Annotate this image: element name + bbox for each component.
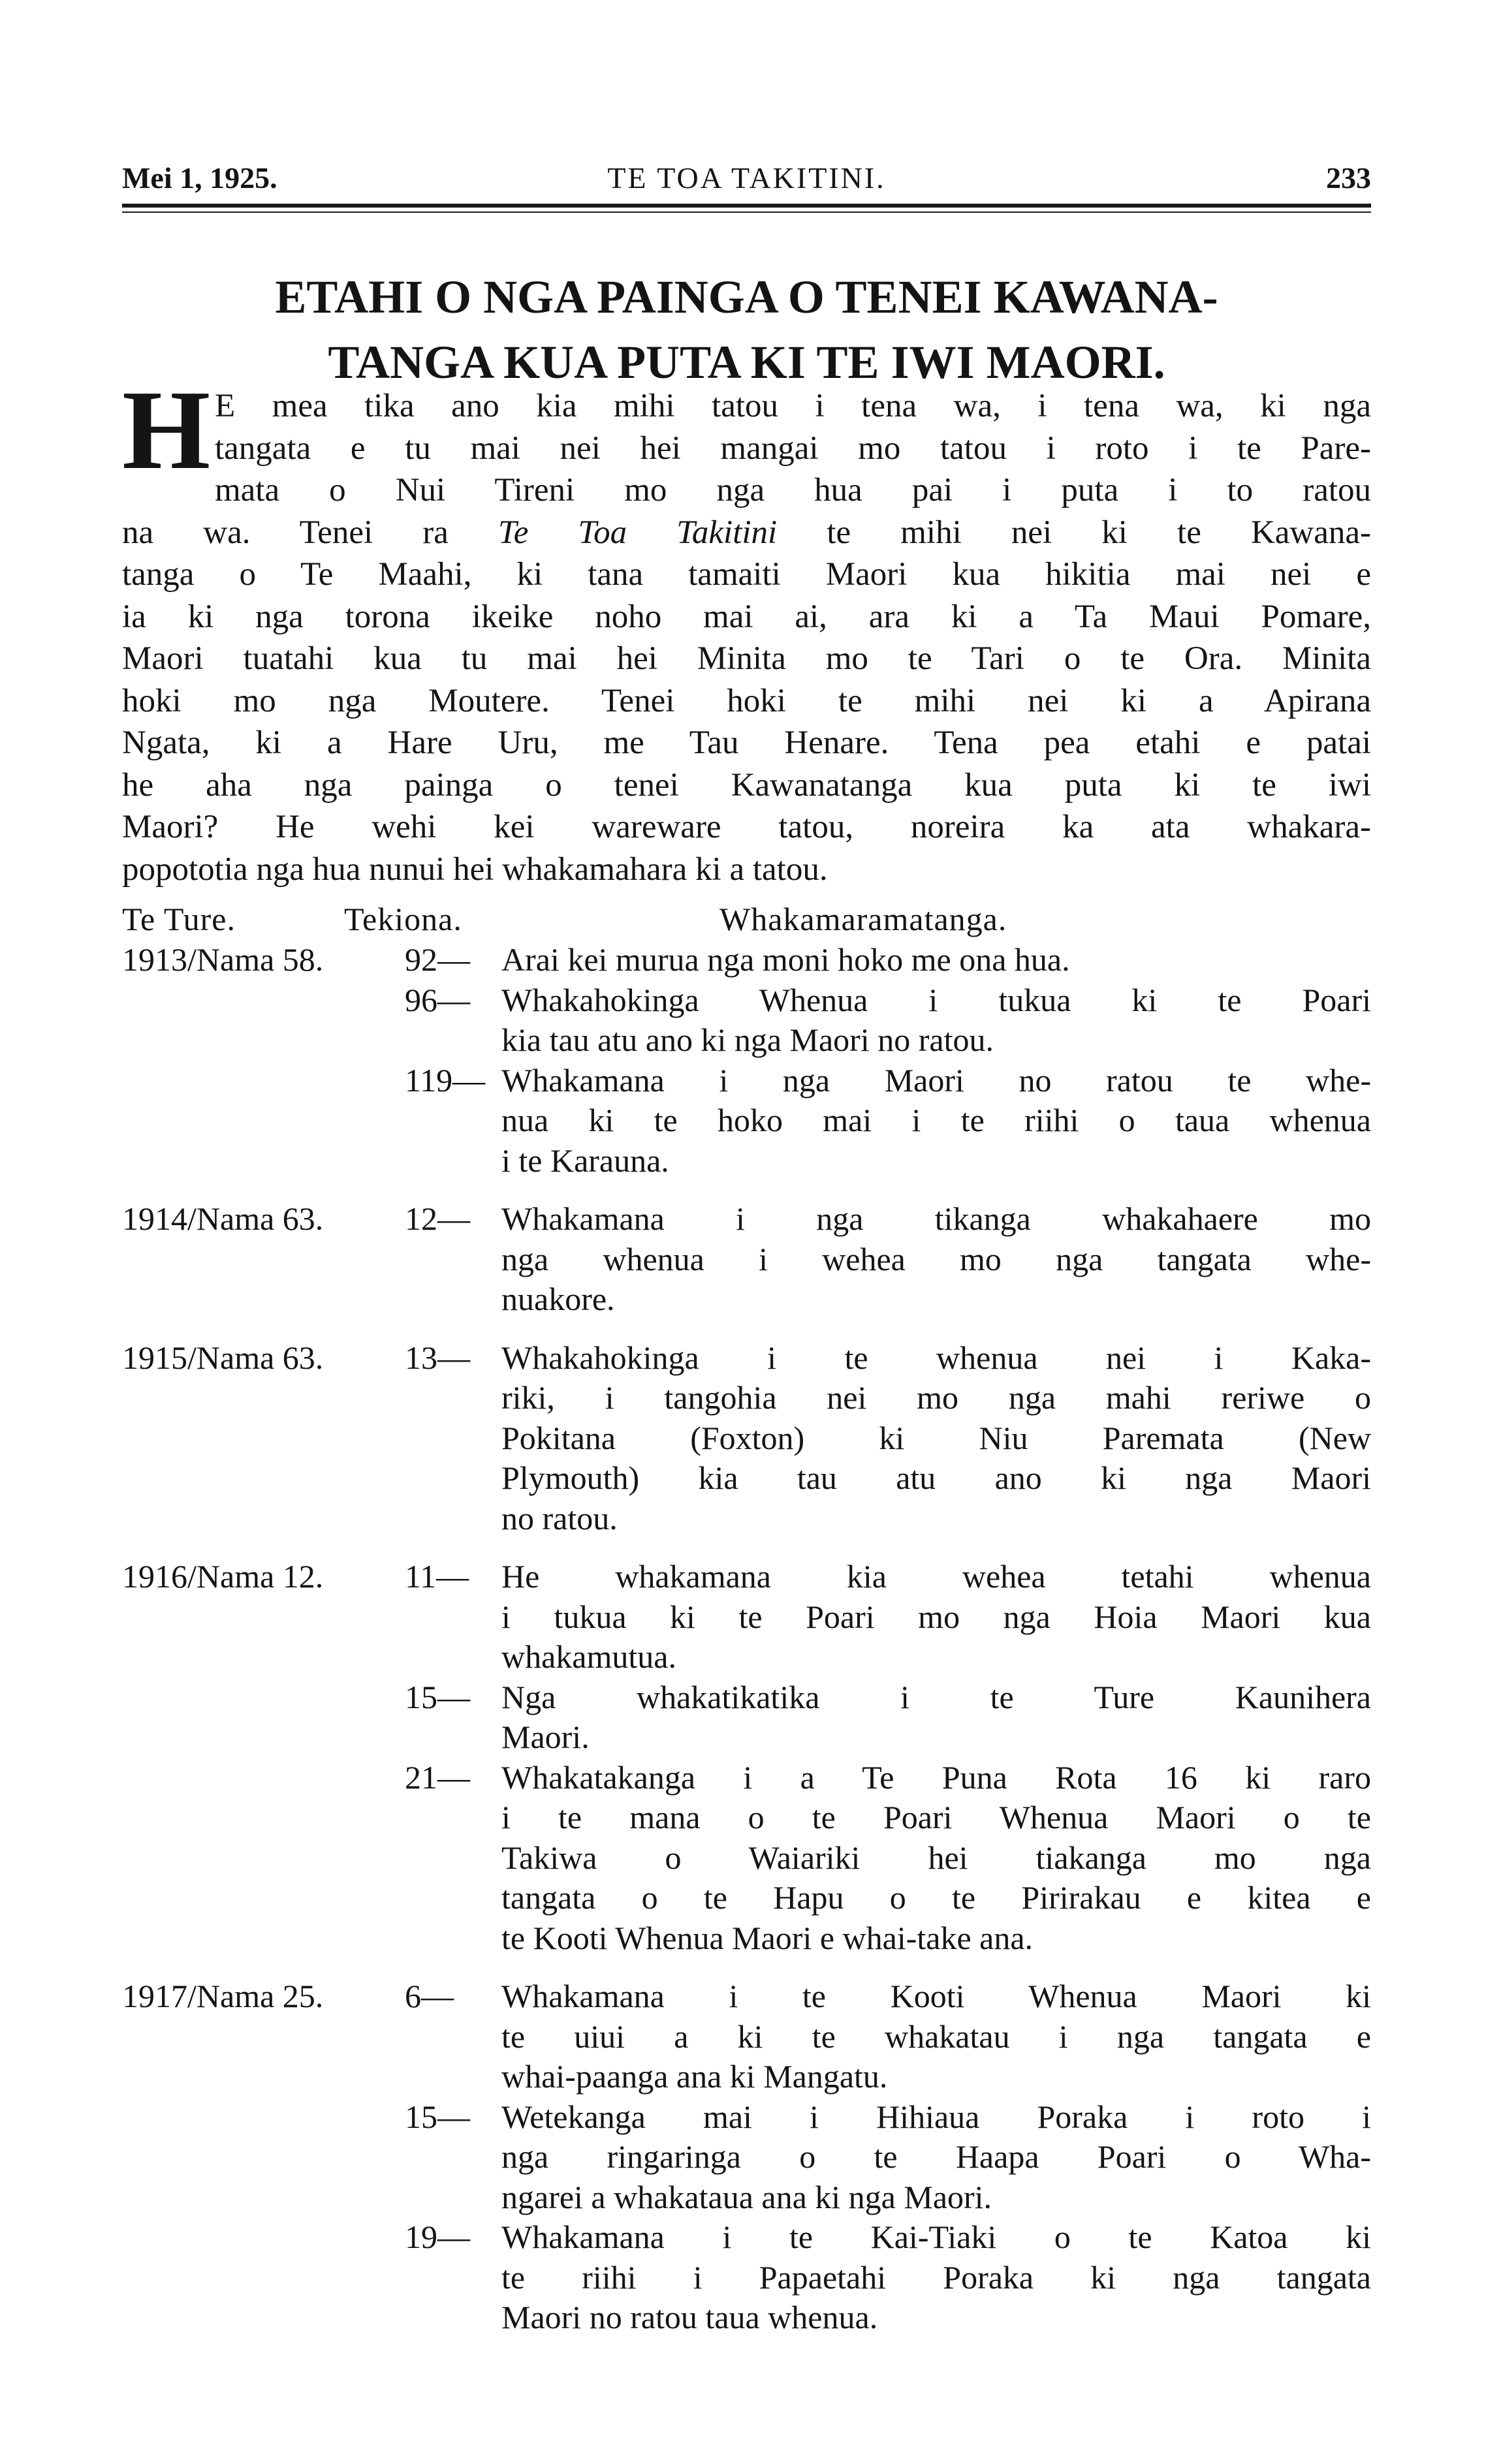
section-text-line xyxy=(501,1418,1371,1459)
section-text-line xyxy=(501,1878,1371,1918)
section-text-line xyxy=(501,2177,1371,2218)
section-number: 92— xyxy=(405,941,470,978)
article-title-line-2: TANGA KUA PUTA KI TE IWI MAORI. xyxy=(328,336,1165,388)
section-item xyxy=(405,1557,1371,1677)
section-text: Takiwa o Waiariki hei tiakanga mo nga xyxy=(501,1839,1371,1876)
section-text: nga whenua i wehea mo nga tangata whe- xyxy=(501,1240,1371,1277)
table-row xyxy=(122,1557,1371,1958)
section-text: whakamutua. xyxy=(501,1638,676,1675)
section-text-line xyxy=(501,1597,1371,1638)
section-text: Maori no ratou taua whenua. xyxy=(501,2299,878,2335)
section-item xyxy=(405,980,1371,1061)
section-text: whai-paanga ana ki Mangatu. xyxy=(501,2058,888,2095)
section-number: 6— xyxy=(405,1978,454,2014)
section-text: Pokitana (Foxton) ki Niu Paremata (New xyxy=(501,1419,1371,1456)
intro-line: tangata e tu mai nei hei mangai mo tatou i roto i te Pare- xyxy=(215,429,1371,467)
section-text-line xyxy=(501,2057,1371,2097)
article-title xyxy=(122,264,1371,395)
table-row xyxy=(122,1199,1371,1320)
sections xyxy=(405,1557,1371,1958)
section-text-line xyxy=(501,1141,1371,1181)
section-text: Whakamana i nga tikanga whakahaere mo xyxy=(501,1200,1371,1237)
intro-text: na wa. Tenei ra xyxy=(122,514,499,551)
intro-line: hoki mo nga Moutere. Tenei hoki te mihi nei ki a Apirana xyxy=(122,682,1371,719)
section-text: kia tau atu ano ki nga Maori no ratou. xyxy=(501,1021,994,1058)
section-number: 21— xyxy=(405,1758,470,1796)
section-text-line xyxy=(405,1199,1371,1240)
section-text: Whakahokinga Whenua i tukua ki te Poari xyxy=(501,981,1371,1018)
section-number: 119— xyxy=(405,1061,486,1099)
section-text: Plymouth) kia tau atu ano ki nga Maori xyxy=(501,1459,1371,1496)
section-text-line xyxy=(405,1061,1371,1101)
section-text: He whakamana kia wehea tetahi whenua xyxy=(501,1558,1371,1595)
section-text: i te mana o te Poari Whenua Maori o te xyxy=(501,1799,1371,1835)
section-number: 12— xyxy=(405,1200,470,1237)
row-spacer xyxy=(122,1181,1371,1199)
page-number: 233 xyxy=(1326,161,1371,195)
section-text: Whakamana i te Kooti Whenua Maori ki xyxy=(501,1978,1371,2014)
intro-journal-name: Te Toa Takitini xyxy=(498,514,778,551)
section-item xyxy=(405,1758,1371,1959)
section-item xyxy=(405,1976,1371,2097)
section-item xyxy=(405,2217,1371,2338)
row-spacer xyxy=(122,1320,1371,1338)
section-text-line xyxy=(501,1637,1371,1677)
section-number: 96— xyxy=(405,981,470,1018)
intro-line: Maori tuatahi kua tu mai hei Minita mo te Tari o te Ora. Minita xyxy=(122,640,1371,677)
intro-line: E mea tika ano kia mihi tatou i tena wa, i tena wa, ki nga xyxy=(215,388,1371,424)
row-spacer xyxy=(122,1538,1371,1557)
section-text-line xyxy=(501,2137,1371,2177)
section-text: nuakore. xyxy=(501,1281,615,1317)
section-text-line xyxy=(501,2258,1371,2298)
section-text-line xyxy=(405,1758,1371,1798)
section-text: te riihi i Papaetahi Poraka ki nga tangata xyxy=(501,2258,1371,2296)
section-text-line xyxy=(501,1717,1371,1758)
section-number: 11— xyxy=(405,1558,469,1595)
section-text: te Kooti Whenua Maori e whai-take ana. xyxy=(501,1919,1034,1956)
section-text: Maori. xyxy=(501,1719,590,1755)
section-text: Whakahokinga i te whenua nei i Kaka- xyxy=(501,1339,1371,1376)
section-text-line xyxy=(501,1020,1371,1061)
table-row xyxy=(122,940,1371,1181)
section-text-line xyxy=(501,1458,1371,1499)
section-text-line xyxy=(405,980,1371,1021)
section-text-line xyxy=(405,2217,1371,2258)
intro-text: te mihi nei ki te Kawana- xyxy=(777,514,1372,551)
section-text: te uiui a ki te whakatau i nga tangata e xyxy=(501,2018,1371,2055)
issue-date: Mei 1, 1925. xyxy=(122,161,277,195)
table-row xyxy=(122,1338,1371,1539)
column-header-section: Tekiona. xyxy=(344,901,462,937)
intro-line: he aha nga painga o tenei Kawanatanga kua puta ki te iwi xyxy=(122,766,1371,803)
section-text: Arai kei murua nga moni hoko me ona hua. xyxy=(501,941,1070,978)
act-reference: 1916/Nama 12. xyxy=(122,1558,324,1595)
section-text: Whakamana i nga Maori no ratou te whe- xyxy=(501,1061,1371,1099)
section-text-line xyxy=(405,2097,1371,2138)
section-text-line xyxy=(405,1976,1371,2017)
section-text-line xyxy=(501,1918,1371,1959)
section-text-line xyxy=(501,1499,1371,1539)
section-text: riki, i tangohia nei mo nga mahi reriwe o xyxy=(501,1379,1371,1416)
sections xyxy=(405,1338,1371,1539)
sections xyxy=(405,940,1371,1181)
intro-line: Ngata, ki a Hare Uru, me Tau Henare. Tena pea etahi e patai xyxy=(122,725,1371,761)
intro-line: tanga o Te Maahi, ki tana tamaiti Maori kua hikitia mai nei e xyxy=(122,556,1371,593)
section-text-line xyxy=(501,1378,1371,1418)
header-rule-thick xyxy=(122,204,1371,208)
section-text: i tukua ki te Poari mo nga Hoia Maori kua xyxy=(501,1598,1371,1635)
section-item xyxy=(405,1199,1371,1320)
section-text-line xyxy=(501,1838,1371,1879)
intro-line: popototia nga hua nunui hei whakamahara ki a tatou. xyxy=(122,850,828,888)
section-item xyxy=(405,1061,1371,1181)
act-reference: 1915/Nama 63. xyxy=(122,1339,324,1376)
act-reference: 1913/Nama 58. xyxy=(122,941,324,978)
intro-line: mata o Nui Tireni mo nga hua pai i puta i to ratou xyxy=(215,472,1371,508)
running-header xyxy=(122,155,1371,201)
section-number: 15— xyxy=(405,1678,470,1715)
section-item xyxy=(405,940,1371,980)
act-reference: 1914/Nama 63. xyxy=(122,1200,324,1237)
section-item xyxy=(405,1677,1371,1758)
section-text: i te Karauna. xyxy=(501,1142,669,1179)
section-text: nga ringaringa o te Haapa Poari o Wha- xyxy=(501,2138,1371,2175)
section-text: tangata o te Hapu o te Pirirakau e kitea e xyxy=(501,1879,1371,1916)
section-text-line xyxy=(501,1240,1371,1280)
section-text: nua ki te hoko mai i te riihi o taua whenua xyxy=(501,1102,1371,1138)
section-text-line xyxy=(501,1279,1371,1320)
intro-line: Maori? He wehi kei wareware tatou, noreira ka ata whakara- xyxy=(122,809,1371,845)
row-spacer xyxy=(122,1958,1371,1976)
section-number: 19— xyxy=(405,2219,470,2255)
section-text: Whakamana i te Kai-Tiaki o te Katoa ki xyxy=(501,2219,1371,2255)
sections xyxy=(405,1976,1371,2338)
section-text: Wetekanga mai i Hihiaua Poraka i roto i xyxy=(501,2098,1371,2135)
section-text-line xyxy=(501,2017,1371,2057)
section-text: Whakatakanga i a Te Puna Rota 16 ki raro xyxy=(501,1758,1371,1796)
intro-line: ia ki nga torona ikeike noho mai ai, ara ki a Ta Maui Pomare, xyxy=(122,598,1371,635)
section-text: ngarei a whakataua ana ki nga Maori. xyxy=(501,2178,992,2215)
section-text-line xyxy=(501,1798,1371,1838)
legislation-table xyxy=(122,940,1371,2338)
section-text-line xyxy=(405,1557,1371,1597)
section-number: 15— xyxy=(405,2098,470,2135)
header-rule-thin xyxy=(122,211,1371,213)
column-header-act: Te Ture. xyxy=(122,901,236,937)
section-text-line xyxy=(405,1677,1371,1718)
intro-line xyxy=(122,512,1371,554)
section-text-line xyxy=(501,1100,1371,1141)
section-text: Nga whakatikatika i te Ture Kaunihera xyxy=(501,1678,1371,1715)
section-text-line xyxy=(501,2298,1371,2338)
section-text: no ratou. xyxy=(501,1499,618,1536)
table-row xyxy=(122,1976,1371,2338)
section-text-line xyxy=(405,1338,1371,1379)
act-reference: 1917/Nama 25. xyxy=(122,1978,324,2014)
article-title-line-1: ETAHI O NGA PAINGA O TENEI KAWANA- xyxy=(275,271,1218,323)
column-header-description: Whakamaramatanga. xyxy=(719,901,1007,937)
table-header xyxy=(122,898,1371,940)
section-item xyxy=(405,2097,1371,2218)
drop-cap: H xyxy=(122,367,211,493)
journal-title: TE TOA TAKITINI. xyxy=(607,161,886,195)
section-item xyxy=(405,1338,1371,1539)
intro-paragraph xyxy=(122,367,1372,890)
section-text-line xyxy=(405,940,1371,980)
section-number: 13— xyxy=(405,1339,470,1376)
sections xyxy=(405,1199,1371,1320)
